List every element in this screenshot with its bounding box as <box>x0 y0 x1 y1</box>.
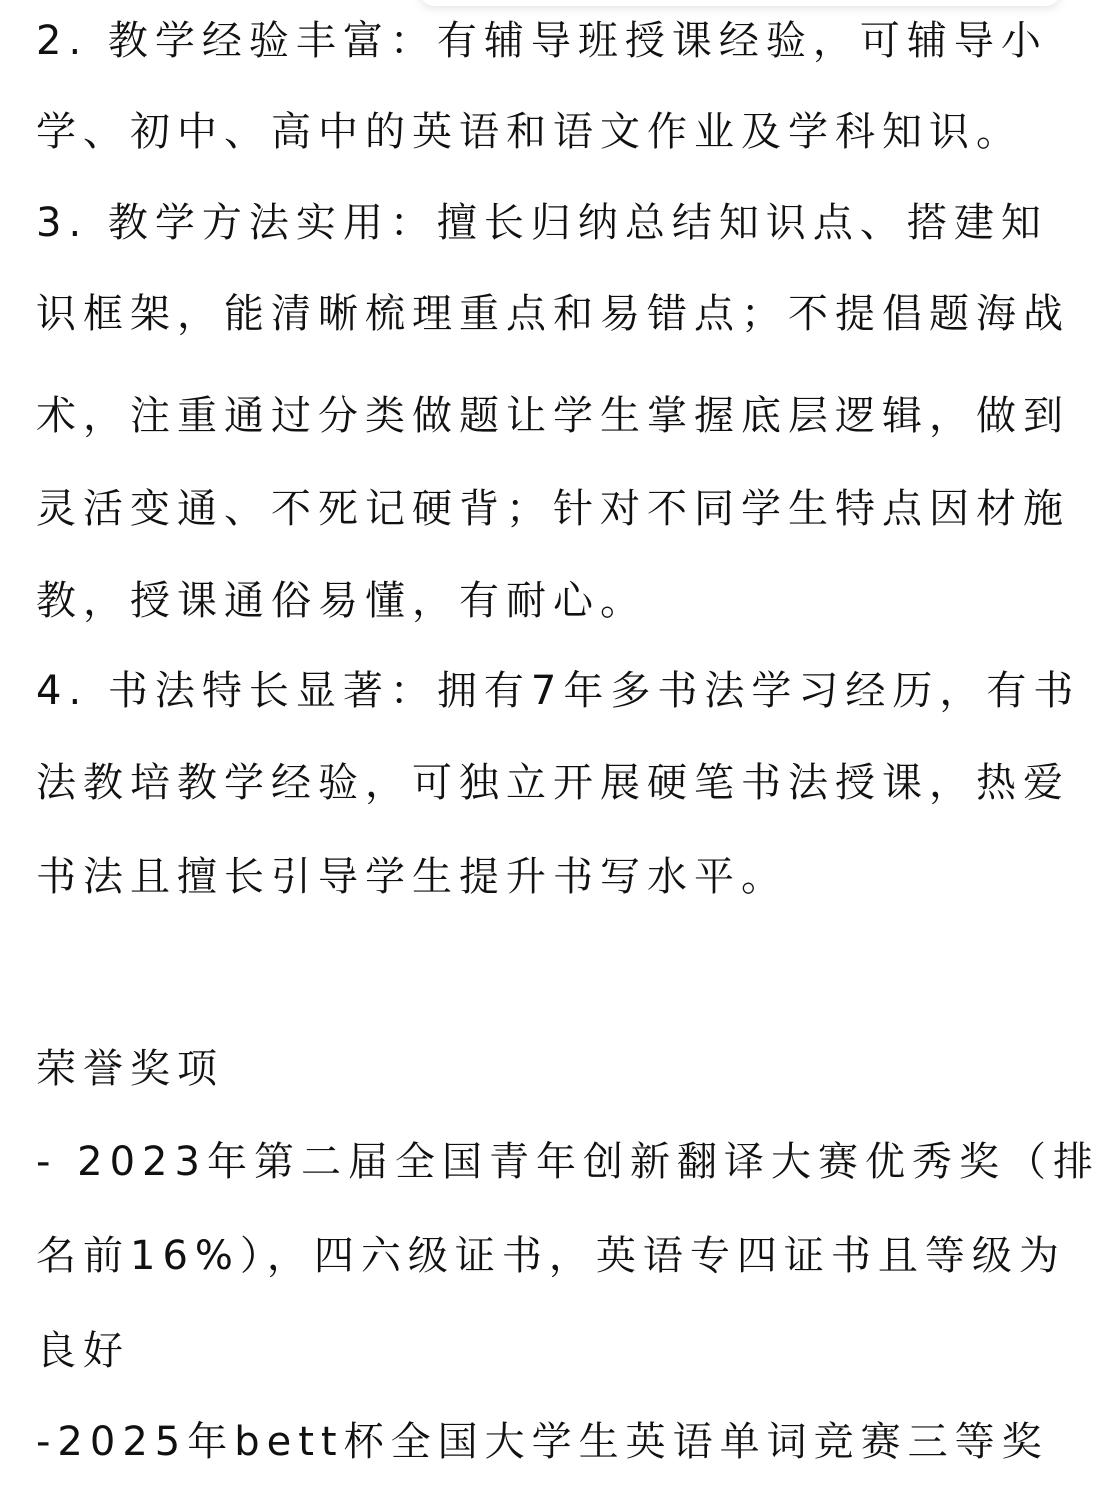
text-line: 学、初中、高中的英语和语文作业及学科知识。 <box>36 109 1023 155</box>
text-line: 教，授课通俗易懂，有耐心。 <box>36 578 647 624</box>
text-line: 良好 <box>36 1328 130 1374</box>
text-line: 2. 教学经验丰富：有辅导班授课经验，可辅导小 <box>36 18 1048 64</box>
text-line: 4. 书法特长显著：拥有7年多书法学习经历，有书 <box>36 668 1081 714</box>
section-heading-honors: 荣誉奖项 <box>36 1046 224 1092</box>
text-line: 书法且擅长引导学生提升书写水平。 <box>36 854 788 900</box>
text-line: -2025年bett杯全国大学生英语单词竞赛三等奖 <box>36 1419 1049 1465</box>
text-line: 名前16%），四六级证书，英语专四证书且等级为 <box>36 1233 1066 1279</box>
text-line: 灵活变通、不死记硬背；针对不同学生特点因材施 <box>36 486 1070 532</box>
top-card-shadow <box>420 0 1060 6</box>
text-line: 术，注重通过分类做题让学生掌握底层逻辑，做到 <box>36 393 1070 439</box>
text-line: 识框架，能清晰梳理重点和易错点；不提倡题海战 <box>36 291 1070 337</box>
text-line: 法教培教学经验，可独立开展硬笔书法授课，热爱 <box>36 760 1070 806</box>
text-line: - 2023年第二届全国青年创新翻译大赛优秀奖（排 <box>36 1139 1100 1185</box>
text-line: 3. 教学方法实用：擅长归纳总结知识点、搭建知 <box>36 200 1048 246</box>
